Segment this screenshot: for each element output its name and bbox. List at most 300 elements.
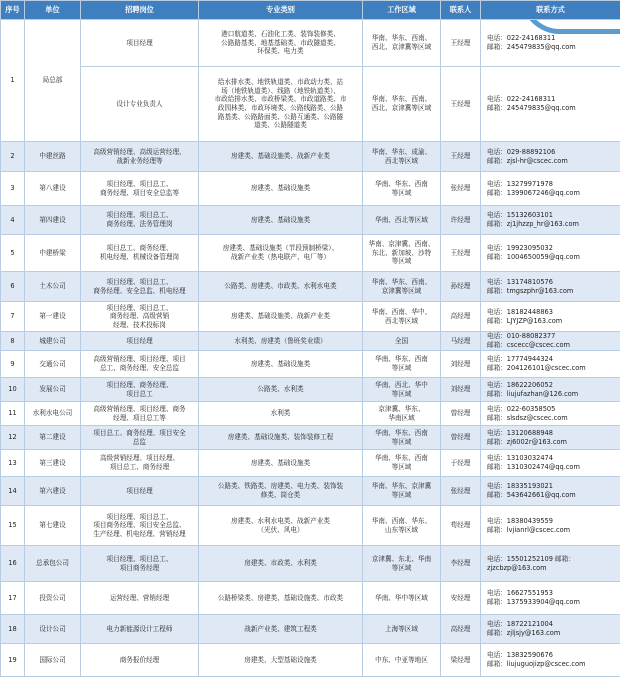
area-cell-line: 等区域 — [391, 563, 412, 572]
contact-cell-line: 邮箱：zj1jhzzp_hr@163.com — [487, 220, 579, 228]
contact-cell-line: 电话：022-60358505 — [487, 404, 556, 413]
positions-cell-line: 总工、商务经理、安全总监 — [99, 364, 180, 372]
area-cell — [363, 20, 441, 67]
positions-cell-line: 项目经理、项目总工、 — [106, 512, 173, 521]
table-row — [1, 477, 620, 506]
positions-cell-line: 生产经理、机电经理、营销经理 — [93, 529, 186, 538]
majors-cell-line: 房建类、基础设施类 — [250, 184, 311, 193]
contact-cell-line: 邮箱：1375933904@qq.com — [487, 598, 580, 606]
majors-cell-line: 战新产业类（热电联产、电厂等） — [231, 253, 330, 261]
majors-cell — [199, 615, 363, 644]
majors-cell-line: 环保类、电力类 — [257, 47, 304, 56]
contact-person-cell: 刘经理 — [441, 378, 481, 402]
contact-cell — [481, 332, 620, 351]
positions-cell — [81, 20, 199, 67]
positions-cell-line: 项目经理、项目总工、 — [106, 277, 173, 286]
contact-cell — [481, 351, 620, 378]
area-cell — [363, 506, 441, 546]
area-cell — [363, 546, 441, 582]
area-cell-line: 西北等区域 — [385, 316, 418, 325]
unit-cell: 发展公司 — [25, 378, 81, 402]
positions-cell-line: 项目总工、商务经理、项目安全 — [93, 428, 186, 437]
contact-cell-line: 电话：13279971978 — [487, 179, 553, 188]
contact-cell-line: 邮箱：lvjianrl@cscec.com — [487, 525, 571, 534]
contact-cell-line: 电话：18335193021 — [487, 482, 553, 491]
area-cell-line: 中东、中亚等地区 — [375, 655, 428, 664]
unit-cell: 第七建设 — [25, 506, 81, 546]
unit-cell: 中建丝路 — [25, 142, 81, 172]
table-row — [1, 272, 620, 302]
majors-cell-line: 房建类、基础设施类、装饰装修工程 — [227, 433, 334, 442]
seq-cell: 9 — [1, 351, 25, 378]
seq-cell: 6 — [1, 272, 25, 302]
table-row — [1, 426, 620, 450]
contact-cell-line: 电话：18722121004 — [487, 620, 553, 629]
contact-cell-line: 邮箱：245479835@qq.com — [487, 43, 576, 51]
contact-cell-line: 电话：19923095032 — [487, 244, 553, 253]
contact-person-cell: 梁经理 — [441, 644, 481, 677]
area-cell — [363, 351, 441, 378]
positions-cell — [81, 332, 199, 351]
table-row — [1, 351, 620, 378]
positions-cell — [81, 206, 199, 235]
positions-cell-line: 项目总工 — [126, 389, 153, 398]
majors-cell — [199, 351, 363, 378]
majors-cell — [199, 235, 363, 272]
contact-cell — [481, 582, 620, 615]
majors-cell — [199, 644, 363, 677]
seq-cell: 4 — [1, 206, 25, 235]
contact-person-cell: 许经理 — [441, 206, 481, 235]
positions-cell-line: 经理、项目总工等 — [113, 413, 166, 422]
positions-cell — [81, 378, 199, 402]
area-cell-line: 华南、西北等区域 — [375, 215, 428, 224]
area-cell-line: 华南、华东、西南、 — [371, 34, 432, 43]
area-cell — [363, 235, 441, 272]
area-cell-line: 等区域 — [391, 491, 412, 499]
positions-cell-line: 项目总工、商务经理 — [109, 463, 170, 471]
area-cell-line: 华南、华东、西南 — [375, 179, 428, 188]
area-cell — [363, 477, 441, 506]
contact-cell-line: 邮箱：543642661@qq.com — [487, 491, 576, 499]
area-cell — [363, 426, 441, 450]
area-cell — [363, 450, 441, 477]
majors-cell-line: 修类、筒仓类 — [260, 491, 301, 499]
area-cell-line: 华南、华东、京津冀 — [371, 482, 432, 491]
majors-cell — [199, 546, 363, 582]
table-row — [1, 302, 620, 332]
contact-cell — [481, 206, 620, 235]
majors-cell-line: 房建类、水利水电类、战新产业类 — [231, 516, 330, 525]
positions-cell — [81, 272, 199, 302]
header-unit: 单位 — [25, 1, 81, 20]
contact-cell-line: 电话：18182448863 — [487, 307, 553, 316]
contact-person-cell: 王经理 — [441, 235, 481, 272]
positions-cell-line: 经理、技术投标岗 — [113, 320, 166, 329]
majors-cell — [199, 272, 363, 302]
table-row — [1, 20, 620, 67]
unit-cell: 中建桥梁 — [25, 235, 81, 272]
contact-person-cell: 张经理 — [441, 172, 481, 206]
contact-cell — [481, 644, 620, 677]
positions-cell — [81, 67, 199, 142]
contact-cell — [481, 506, 620, 546]
seq-cell: 10 — [1, 378, 25, 402]
seq-cell: 15 — [1, 506, 25, 546]
majors-cell-line: 房建类、基础设施类 — [250, 458, 311, 467]
table-row — [1, 506, 620, 546]
contact-person-cell: 孙经理 — [441, 272, 481, 302]
contact-cell — [481, 235, 620, 272]
majors-cell-line: 市政给排水类、市政桥梁类、市政道路类、市 — [214, 95, 347, 104]
unit-cell: 城建公司 — [25, 332, 81, 351]
header-area: 工作区域 — [363, 1, 441, 20]
positions-cell-line: 机电经理、机械设备管理岗 — [99, 253, 180, 261]
area-cell-line: 华南、华东、西南、 — [371, 277, 432, 286]
positions-cell — [81, 477, 199, 506]
positions-cell — [81, 402, 199, 426]
majors-cell — [199, 450, 363, 477]
area-cell-line: 西北、京津冀等区域 — [371, 104, 432, 112]
contact-cell-line: 邮箱：liujuguojizp@cscec.com — [487, 660, 586, 668]
majors-cell — [199, 402, 363, 426]
contact-cell-line: 邮箱：liujufazhan@126.com — [487, 389, 579, 398]
positions-cell — [81, 582, 199, 615]
contact-cell — [481, 378, 620, 402]
majors-cell — [199, 477, 363, 506]
majors-cell-line: （光伏、风电） — [257, 525, 304, 534]
positions-cell-line: 商务经理、项目安全总监等 — [99, 188, 180, 197]
majors-cell-line: 房建类、基础设施类 — [250, 359, 311, 368]
contact-cell-line: 电话：13120688948 — [487, 428, 553, 437]
contact-cell — [481, 402, 620, 426]
majors-cell-line: 房建类、大型基础设施类 — [244, 655, 317, 664]
positions-cell — [81, 506, 199, 546]
unit-cell: 第二建设 — [25, 426, 81, 450]
seq-cell: 3 — [1, 172, 25, 206]
contact-cell — [481, 142, 620, 172]
table-row — [1, 142, 620, 172]
contact-cell-line: 电话：18380439559 — [487, 516, 553, 525]
positions-cell-line: 商务经理、安全总监、机电经理 — [93, 286, 186, 295]
area-cell-line: 等区域 — [391, 463, 412, 471]
contact-cell — [481, 477, 620, 506]
positions-cell-line: 高级营销经理、项目经理、 — [99, 454, 180, 463]
contact-person-cell: 马经理 — [441, 332, 481, 351]
positions-cell-line: 项目商务经理、项目安全总监、 — [93, 521, 186, 530]
positions-cell-line: 项目经理 — [126, 38, 153, 47]
area-cell-line: 华南、华东、西南 — [375, 355, 428, 364]
positions-cell-line: 商务经理、法务管理岗 — [106, 220, 173, 228]
contact-person-cell: 曾经理 — [441, 426, 481, 450]
positions-cell-line: 高级营销经理、项目经理、商务 — [93, 404, 186, 413]
contact-cell-line: 邮箱：204126101@cscec.com — [487, 364, 586, 372]
table-row — [1, 378, 620, 402]
majors-cell-line: 房建类、基础设施类、战新产业类 — [231, 152, 330, 161]
positions-cell-line: 项目商务经理 — [119, 563, 160, 572]
unit-cell: 第六建设 — [25, 477, 81, 506]
table-row — [1, 615, 620, 644]
contact-cell — [481, 615, 620, 644]
area-cell-line: 华南、西南、华东、 — [371, 516, 432, 525]
area-cell-line: 华南、华东、西南 — [375, 454, 428, 463]
unit-cell: 土木公司 — [25, 272, 81, 302]
area-cell — [363, 615, 441, 644]
seq-cell: 17 — [1, 582, 25, 615]
positions-cell-line: 项目经理、项目总工、 — [106, 179, 173, 188]
positions-cell-line: 电力新能源设计工程师 — [106, 624, 173, 633]
contact-cell-line: 电话：022-24168311 — [487, 95, 556, 104]
majors-cell-line: 水利类、房建类（鲁班奖业绩） — [234, 336, 327, 345]
majors-cell — [199, 506, 363, 546]
contact-cell-line: 邮箱：tmgszphr@163.com — [487, 286, 574, 295]
area-cell-line: 华南区域 — [388, 413, 415, 422]
contact-cell-line: 电话：010-88082377 — [487, 332, 556, 341]
area-cell-line: 华南、西南、华中、 — [371, 307, 432, 316]
positions-cell-line: 项目总工、商务经理、 — [106, 244, 173, 253]
area-cell-line: 等区域 — [391, 257, 412, 266]
area-cell-line: 上海等区域 — [385, 624, 418, 633]
unit-cell: 第三建设 — [25, 450, 81, 477]
contact-cell-line: 邮箱：slsdsz@cscec.com — [487, 413, 568, 422]
unit-cell: 第一建设 — [25, 302, 81, 332]
seq-cell: 1 — [1, 20, 25, 142]
contact-person-cell: 曾经理 — [441, 402, 481, 426]
contact-cell-line: 电话：029-88892106 — [487, 147, 556, 156]
table-row — [1, 332, 620, 351]
unit-cell: 总承包公司 — [25, 546, 81, 582]
area-cell — [363, 172, 441, 206]
table-row — [1, 235, 620, 272]
table-row — [1, 582, 620, 615]
unit-cell: 水利水电公司 — [25, 402, 81, 426]
positions-cell-line: 高级营销经理、高级运营经理、 — [93, 147, 186, 156]
positions-cell-line: 项目经理、项目总工、 — [106, 211, 173, 220]
seq-cell: 11 — [1, 402, 25, 426]
seq-cell: 18 — [1, 615, 25, 644]
majors-cell — [199, 302, 363, 332]
positions-cell — [81, 172, 199, 206]
positions-cell-line: 项目经理、项目总工、 — [106, 554, 173, 563]
contact-person-cell: 王经理 — [441, 142, 481, 172]
unit-cell: 交通公司 — [25, 351, 81, 378]
table-row — [1, 206, 620, 235]
majors-cell-line: 公路类、铁路类、房建类、电力类、装饰装 — [217, 482, 344, 491]
positions-cell — [81, 644, 199, 677]
contact-cell-line: 邮箱：zj6002r@163.com — [487, 437, 567, 446]
positions-cell-line: 运营经理、营销经理 — [109, 593, 170, 602]
positions-cell-line: 战新业务经理等 — [116, 156, 163, 165]
positions-cell — [81, 235, 199, 272]
area-cell — [363, 67, 441, 142]
majors-cell — [199, 378, 363, 402]
area-cell-line: 等区域 — [391, 188, 412, 197]
seq-cell: 7 — [1, 302, 25, 332]
positions-cell — [81, 426, 199, 450]
area-cell-line: 华南、华东、西南、 — [371, 95, 432, 104]
area-cell — [363, 582, 441, 615]
contact-cell-line: 电话：13174810576 — [487, 277, 553, 286]
unit-cell: 局总部 — [25, 20, 81, 142]
positions-cell-line: 项目经理 — [126, 486, 153, 495]
area-cell-line: 西北等区域 — [385, 156, 418, 165]
majors-cell-line: 场（地铁轨道类）、线路（地铁轨道类）、 — [221, 86, 340, 95]
majors-cell — [199, 206, 363, 235]
contact-cell-line: 电话：16627551953 — [487, 589, 553, 598]
majors-cell-line: 道类、公路隧道类 — [254, 121, 307, 130]
area-cell-line: 京津冀、东北、华南 — [371, 554, 432, 563]
contact-person-cell: 王经理 — [441, 67, 481, 142]
area-cell-line: 华南、华东、西南 — [375, 428, 428, 437]
area-cell — [363, 272, 441, 302]
contact-cell-line: 电话：13103032474 — [487, 454, 553, 463]
table-row — [1, 402, 620, 426]
seq-cell: 16 — [1, 546, 25, 582]
positions-cell — [81, 450, 199, 477]
contact-cell — [481, 546, 620, 582]
header-contact-method: 联系方式 — [481, 1, 620, 20]
majors-cell — [199, 142, 363, 172]
table-row — [1, 546, 620, 582]
area-cell-line: 京津冀、华东、 — [378, 404, 425, 413]
header-seq: 序号 — [1, 1, 25, 20]
majors-cell — [199, 172, 363, 206]
majors-cell-line: 战新产业类、建筑工程类 — [244, 624, 317, 633]
contact-person-cell: 王经理 — [441, 20, 481, 67]
header-row — [1, 1, 620, 20]
contact-person-cell: 苟经理 — [441, 506, 481, 546]
contact-cell-line: 邮箱：1004650059@qq.com — [487, 253, 580, 261]
area-cell-line: 华南、京津冀、西南、 — [368, 240, 435, 249]
header-majors: 专业类别 — [199, 1, 363, 20]
contact-cell — [481, 302, 620, 332]
seq-cell: 12 — [1, 426, 25, 450]
majors-cell-line: 房建类、基础设施类、战新产业类 — [231, 312, 330, 321]
majors-cell-line: 公路路基类、地基基础类、市政隧道类、 — [221, 38, 340, 47]
area-cell — [363, 206, 441, 235]
positions-cell-line: 项目经理、商务经理、 — [106, 380, 173, 389]
area-cell-line: 等区域 — [391, 389, 412, 398]
contact-cell-line: 邮箱：245479835@qq.com — [487, 104, 576, 112]
area-cell — [363, 402, 441, 426]
unit-cell: 第四建设 — [25, 206, 81, 235]
area-cell-line: 华南、西北、华中 — [375, 380, 428, 389]
contact-cell-line: 电话：15501252109 邮箱： — [487, 554, 575, 563]
contact-cell — [481, 450, 620, 477]
majors-cell-line: 房建类、基础设施类（节段预制桥梁）、 — [222, 244, 339, 253]
positions-cell-line: 项目经理、项目总工、 — [106, 303, 173, 312]
majors-cell-line: 给水排水类、地铁轨道类、市政动力类、站 — [217, 78, 344, 87]
positions-cell — [81, 302, 199, 332]
table-row — [1, 172, 620, 206]
seq-cell: 19 — [1, 644, 25, 677]
majors-cell — [199, 582, 363, 615]
majors-cell — [199, 20, 363, 67]
seq-cell: 14 — [1, 477, 25, 506]
area-cell-line: 华南、华中等区域 — [375, 593, 428, 602]
header-positions: 招聘岗位 — [81, 1, 199, 20]
area-cell-line: 京津冀等区域 — [381, 286, 422, 295]
positions-cell — [81, 615, 199, 644]
contact-cell-line: 邮箱：cscecc@cscec.com — [487, 341, 570, 349]
area-cell-line: 华南、华东、成渝、 — [371, 147, 432, 156]
majors-cell-line: 房建类、基础设施类 — [250, 215, 311, 224]
seq-cell: 2 — [1, 142, 25, 172]
majors-cell-line: 公路类、水利类 — [257, 385, 304, 394]
contact-person-cell: 刘经理 — [441, 351, 481, 378]
contact-person-cell: 高经理 — [441, 615, 481, 644]
contact-cell-line: 邮箱：1399067246@qq.com — [487, 188, 580, 197]
table-body — [1, 20, 620, 677]
positions-cell-line: 高级营销经理、项目经理、项目 — [93, 355, 186, 364]
area-cell — [363, 302, 441, 332]
seq-cell: 5 — [1, 235, 25, 272]
contact-cell — [481, 20, 620, 67]
area-cell-line: 东北、新加坡、沙特 — [371, 248, 432, 257]
table-row — [1, 450, 620, 477]
majors-cell-line: 港口航道类、石油化工类、装饰装修类、 — [221, 30, 340, 39]
seq-cell: 8 — [1, 332, 25, 351]
contact-cell — [481, 67, 620, 142]
contact-person-cell: 安经理 — [441, 582, 481, 615]
positions-cell — [81, 546, 199, 582]
positions-cell-line: 总监 — [132, 437, 147, 446]
contact-person-cell: 高经理 — [441, 302, 481, 332]
contact-cell-line: 邮箱：zjsl-hr@cscec.com — [487, 156, 568, 165]
contact-cell — [481, 426, 620, 450]
contact-cell-line: 电话：15132603101 — [487, 211, 553, 220]
area-cell-line: 西北、京津冀等区域 — [371, 43, 432, 51]
unit-cell: 投资公司 — [25, 582, 81, 615]
majors-cell-line: 政园林类、市政环境类、公路线路类、公路 — [217, 104, 344, 112]
positions-cell-line: 商务经理、高级营销 — [109, 312, 170, 321]
contact-cell-line: zjzcbzp@163.com — [487, 563, 547, 572]
contact-person-cell: 张经理 — [441, 477, 481, 506]
contact-cell-line: 电话：022-24168311 — [487, 34, 556, 43]
area-cell — [363, 332, 441, 351]
contact-cell-line: 电话：17774944324 — [487, 355, 553, 364]
contact-cell — [481, 172, 620, 206]
positions-cell-line: 商务报价经理 — [119, 655, 160, 664]
majors-cell — [199, 332, 363, 351]
contact-person-cell: 李经理 — [441, 546, 481, 582]
area-cell-line: 全国 — [394, 336, 409, 345]
area-cell-line: 山东等区域 — [385, 525, 418, 534]
area-cell — [363, 378, 441, 402]
contact-cell-line: 电话：13832590676 — [487, 651, 553, 660]
positions-cell — [81, 351, 199, 378]
unit-cell: 设计公司 — [25, 615, 81, 644]
majors-cell-line: 公路桥梁类、房建类、基础设施类、市政类 — [217, 593, 344, 602]
area-cell — [363, 142, 441, 172]
unit-cell: 国际公司 — [25, 644, 81, 677]
positions-cell — [81, 142, 199, 172]
seq-cell: 13 — [1, 450, 25, 477]
unit-cell: 第八建设 — [25, 172, 81, 206]
contact-person-cell: 于经理 — [441, 450, 481, 477]
contact-cell-line: 电话：18622206052 — [487, 380, 553, 389]
table-row — [1, 67, 620, 142]
majors-cell-line: 房建类、市政类、水利类 — [244, 559, 317, 568]
area-cell-line: 等区域 — [391, 437, 412, 446]
majors-cell-line: 水利类 — [270, 409, 291, 418]
contact-cell-line: 邮箱：LJYJZP@163.com — [487, 316, 563, 325]
majors-cell-line: 公路类、房建类、市政类、水利水电类 — [224, 282, 337, 291]
contact-cell-line: 邮箱：1310302474@qq.com — [487, 463, 580, 471]
area-cell-line: 等区域 — [391, 364, 412, 372]
majors-cell — [199, 67, 363, 142]
positions-cell-line: 项目经理 — [126, 336, 153, 345]
